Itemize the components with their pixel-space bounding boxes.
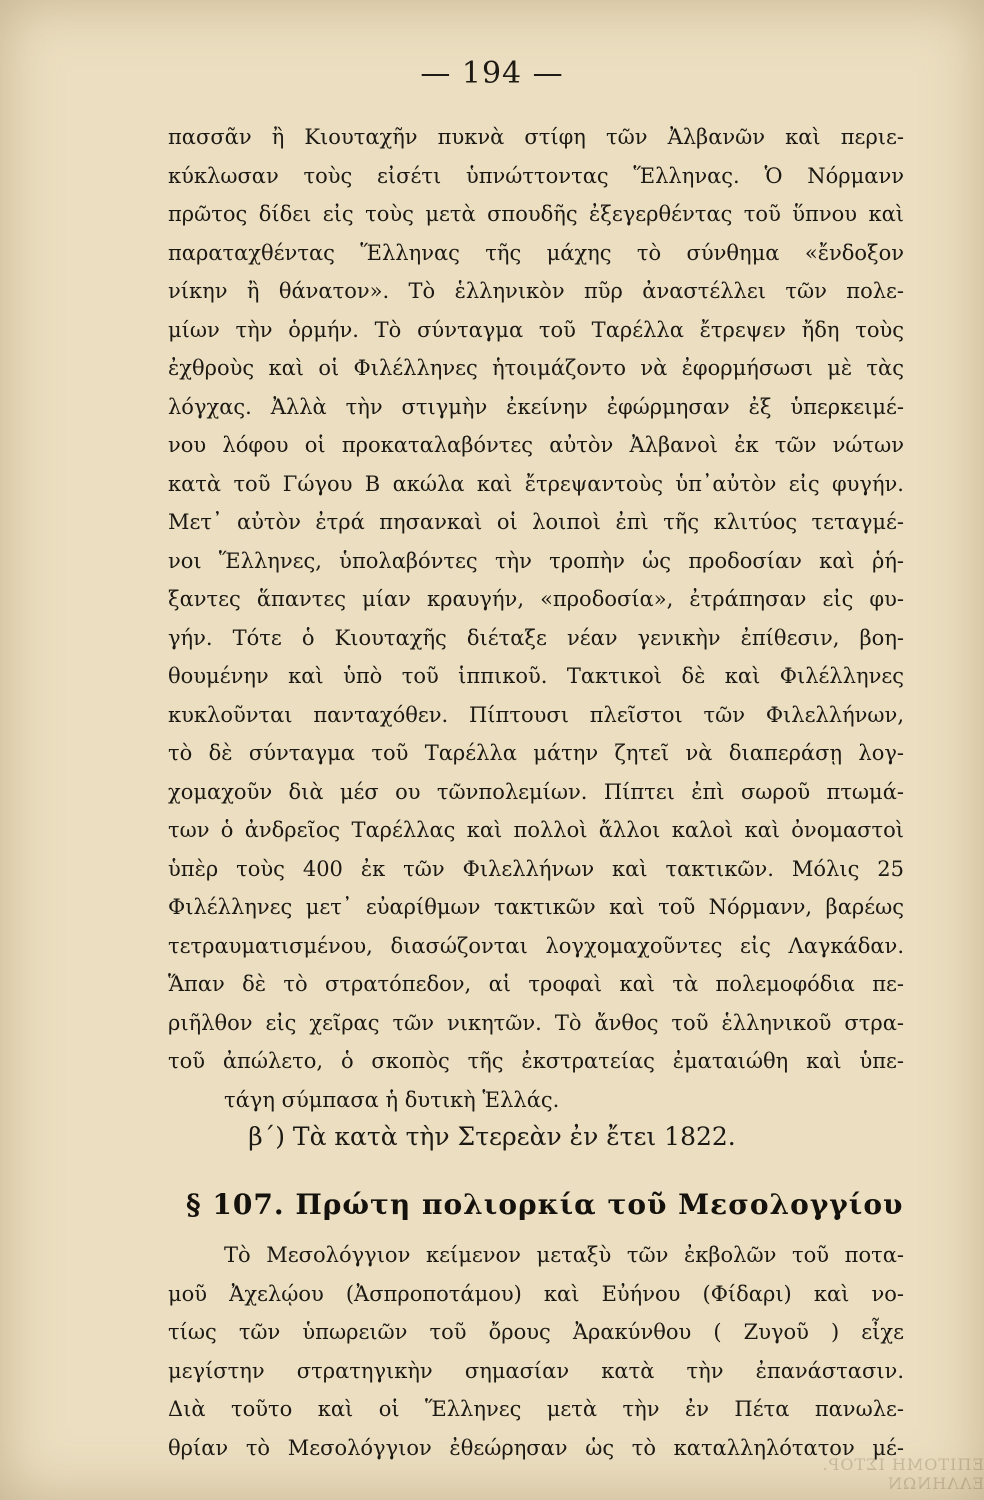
text-line: τὸ δὲ σύνταγμα τοῦ Ταρέλλα μάτην ζητεῖ νὰ διαπεράσῃ λογ- bbox=[168, 741, 904, 765]
text-line: νου λόφου οἱ προκαταλαβόντες αὐτὸν Ἀλβανοὶ ἐκ τῶν νώτων bbox=[168, 433, 904, 457]
text-line: κατὰ τοῦ Γώγου Β ακώλα καὶ ἔτρεψαντοὺς ὑπ᾽αὐτὸν εἰς φυγήν. bbox=[168, 471, 904, 496]
text-line: μεγίστην στρατηγικὴν σημασίαν κατὰ τὴν ἐπανάστασιν. bbox=[168, 1358, 904, 1383]
text-line: μίων τὴν ὁρμήν. Τὸ σύνταγμα τοῦ Ταρέλλα ἔτρεψεν ἤδη τοὺς bbox=[168, 317, 904, 342]
text-line: παραταχθέντας Ἕλληνας τῆς μάχης τὸ σύνθημα «ἔνδοξον bbox=[168, 240, 904, 265]
text-line: Ἅπαν δὲ τὸ στρατόπεδον, αἱ τροφαὶ καὶ τὰ πολεμοφόδια πε- bbox=[168, 972, 904, 996]
text-line: τοῦ ἀπώλετο, ὁ σκοπὸς τῆς ἐκστρατείας ἐματαιώθη καὶ ὑπε- bbox=[168, 1049, 904, 1073]
text-line: χομαχοῦν διὰ μέσ ου τῶνπολεμίων. Πίπτει ἐπὶ σωροῦ πτωμά- bbox=[168, 779, 904, 804]
text-line: πασσᾶν ἢ Κιουταχῆν πυκνὰ στίφη τῶν Ἀλβανῶν καὶ περιε- bbox=[168, 125, 904, 149]
text-line: τάγη σύμπασα ἡ δυτικὴ Ἑλλάς. bbox=[224, 1087, 560, 1112]
text-line: κυκλοῦνται πανταχόθεν. Πίπτουσι πλεῖστοι τῶν Φιλελλήνων, bbox=[168, 702, 904, 727]
subsection-heading: β΄) Τὰ κατὰ τὴν Στερεὰν ἐν ἔτει 1822. bbox=[248, 1122, 736, 1151]
section-heading: § 107. Πρώτη πολιορκία τοῦ Μεσολογγίου bbox=[186, 1188, 904, 1221]
text-line: νοι Ἕλληνες, ὑπολαβόντες τὴν τροπὴν ὡς προδοσίαν καὶ ῥή- bbox=[168, 548, 904, 573]
text-line: ἐχθροὺς καὶ οἱ Φιλέλληνες ἡτοιμάζοντο νὰ ἐφορμήσωσι μὲ τὰς bbox=[168, 356, 904, 380]
text-line: θρίαν τὸ Μεσολόγγιον ἐθεώρησαν ὡς τὸ καταλληλότατον μέ- bbox=[168, 1435, 904, 1460]
text-line: θουμένην καὶ ὑπὸ τοῦ ἱππικοῦ. Τακτικοὶ δὲ καὶ Φιλέλληνες bbox=[168, 664, 904, 688]
text-line: τετραυματισμένου, διασώζονται λογχομαχοῦντες εἰς Λαγκάδαν. bbox=[168, 933, 904, 958]
section-paragraph bbox=[168, 1236, 904, 1467]
text-line: Μετ᾽ αὐτὸν ἐτρά πησανκαὶ οἱ λοιποὶ ἐπὶ τῆς κλιτύος τεταγμέ- bbox=[168, 510, 904, 534]
text-line: κύκλωσαν τοὺς εἰσέτι ὑπνώττοντας Ἕλληνας. Ὁ Νόρμανν bbox=[168, 163, 904, 188]
paragraph-continuation bbox=[168, 118, 904, 1119]
text-line: νίκην ἢ θάνατον». Τὸ ἑλληνικὸν πῦρ ἀναστέλλει τῶν πολε- bbox=[168, 279, 904, 303]
text-line: Διὰ τοῦτο καὶ οἱ Ἕλληνες μετὰ τὴν ἐν Πέτα πανωλε- bbox=[168, 1397, 904, 1421]
bleed-through-text: ΕΠΙΤΟΜΗ ΙΣΤΟΡ. ΕΛΛΗΝΩΝ bbox=[821, 1455, 984, 1493]
text-line: των ὁ ἀνδρεῖος Ταρέλλας καὶ πολλοὶ ἄλλοι καλοὶ καὶ ὀνομαστοὶ bbox=[168, 818, 904, 842]
text-line: ξαντες ἅπαντες μίαν κραυγήν, «προδοσία», ἐτράπησαν εἰς φυ- bbox=[168, 587, 904, 611]
text-line: μοῦ Ἀχελῴου (Ἀσπροποτάμου) καὶ Εὐήνου (Φίδαρι) καὶ νο- bbox=[168, 1281, 904, 1306]
page-number: — 194 — bbox=[420, 56, 564, 91]
text-line: τίως τῶν ὑπωρειῶν τοῦ ὄρους Ἀρακύνθου ( Ζυγοῦ ) εἶχε bbox=[168, 1320, 904, 1344]
text-line: λόγχας. Ἀλλὰ τὴν στιγμὴν ἐκείνην ἐφώρμησαν ἐξ ὑπερκειμέ- bbox=[168, 394, 904, 419]
text-line: ὑπὲρ τοὺς 400 ἐκ τῶν Φιλελλήνων καὶ τακτικῶν. Μόλις 25 bbox=[168, 856, 904, 881]
text-line: Τὸ Μεσολόγγιον κείμενον μεταξὺ τῶν ἐκβολῶν τοῦ ποτα- bbox=[224, 1243, 904, 1267]
text-line: πρῶτος δίδει εἰς τοὺς μετὰ σπουδῆς ἐξεγερθέντας τοῦ ὕπνου καὶ bbox=[168, 202, 904, 226]
text-line: Φιλέλληνες μετ᾽ εὐαρίθμων τακτικῶν καὶ τοῦ Νόρμανν, βαρέως bbox=[168, 895, 904, 919]
text-line: ριῆλθον εἰς χεῖρας τῶν νικητῶν. Τὸ ἄνθος τοῦ ἑλληνικοῦ στρα- bbox=[168, 1010, 904, 1035]
text-line: γήν. Τότε ὁ Κιουταχῆς διέταξε νέαν γενικὴν ἐπίθεσιν, βοη- bbox=[168, 625, 904, 650]
